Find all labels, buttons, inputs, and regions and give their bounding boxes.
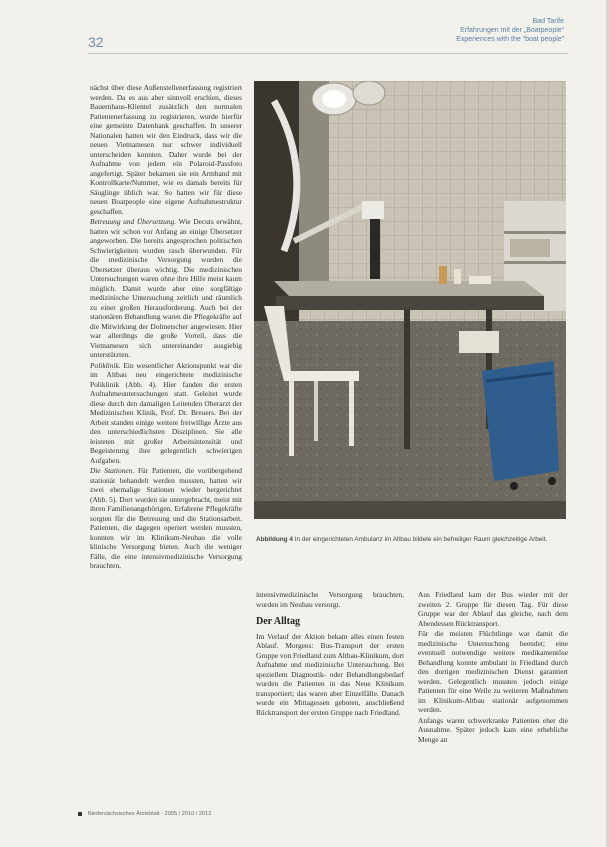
footer: [78, 811, 378, 817]
paragraph: [90, 83, 242, 216]
figure-photo: [254, 81, 566, 519]
section-heading: Der Alltag: [256, 616, 300, 627]
right-column: [418, 590, 568, 800]
paragraph: [90, 361, 242, 466]
running-head-line: Erfahrungen mit der „Boatpeople“: [460, 27, 564, 34]
paragraph-text: nächst über diese Außenstellenerfassung registriert werden. Da es aus aber sinnvoll erschien, dieses Bauernhaus-Klientel zusätzlich den normalen Patientenerfassung zu registrieren, wurde hierfür eine gemeinte Datenbank geschaffen. In unserer Nationalen hatten wir den Eindruck, dass wir die neuen Vietnamesen nur schwer individuell unterscheiden konnten. Daher wurde bei der Aufnahme von jedem ein Polaroid-Passfoto angefertigt. Später bekamen sie ein Armband mit Kontrollkarte/Nummer, wie es damals bereits für Säuglinge üblich war. So hatten wir für diese neuen Boatpeople eine eigene Aufnahmestruktur geschaffen.: [90, 83, 242, 216]
paragraph: [90, 466, 242, 571]
paragraph-lead: Betreuung und Übersetzung.: [90, 217, 177, 226]
paragraph: Aus Friedland kam der Bus wieder mit der zweiten 2. Gruppe für diesen Tag. Für diese Gruppe war der Ablauf das gleiche, nach dem Abendessen Rücktransport.: [418, 590, 568, 628]
figure-caption: [256, 535, 566, 544]
running-head: [334, 17, 564, 44]
paragraph: intensivmedizinische Versorgung brauchten, wurden im Neubau versorgt.: [256, 590, 404, 609]
paragraph-lead: Poliklinik.: [90, 360, 121, 370]
paragraph-text: Ein wesentlicher Aktionspunkt war die im Altbau neu eingerichtete medizinische Poliklinik (Abb. 4). Hier fanden die ersten Aufnahmeuntersuchungen statt. Geleitet wurde diese durch den damaligen Leitenden Oberarzt der Medizinischen Klinik, Prof. Dr. Breuers. Bei der Arbeit standen einige weitere freiwillige Ärzte aus den unterschiedlichsten Disziplinen. Sie alle leisteten mit großer Arbeitsintensität und Begeisterung ihre gelegentlich schwierigen Aufgaben.: [90, 360, 242, 465]
paragraph-lead: Die Stationen.: [90, 466, 135, 475]
page-number: 32: [88, 34, 104, 50]
paragraph-text: Wie Decuts erwähnt, hatten wir schon vor Anfang an einige Übersetzer angeworben. Die bereits angesprochen politischen Schwierigkeiten wurden rasch überwunden. Für die medizinische Versorgung wurden die Übersetzer überaus wichtig. Die medizinischen Untersuchungen waren ohne ihre Hilfe meist kaum möglich. Damit wurde aber eine sorgfältige medizinische Untersuchung zeitlich und räumlich zu einer großen Herausforderung. Auch bei der stationären Behandlung waren die Pflegekräfte auf die Mitwirkung der Dolmetscher angewiesen. Hier war allerdings die große Vorteil, dass die Vietnamesen sich untereinander ausgiebig unterstützten.: [90, 217, 242, 359]
caption-text: In der eingerichteten Ambulanz im Altbau bildete ein befreiliger Raum gleichzeitige Arbeit.: [294, 536, 548, 543]
footer-square-icon: [78, 812, 82, 816]
paragraph: [90, 217, 242, 360]
running-head-line: Bad Tarife: [532, 18, 564, 25]
paragraph: Im Verlauf der Aktion bekam alles einen festen Ablauf. Morgens: Bus-Transport der ersten Gruppe von Friedland zum Altbau-Klinikum, dort Aufnahme und medizinische Untersuchung. Bei speziellem Diagnostik- oder Behandlungsbedarf wurden die Patienten in das Neue Klinikum transportiert; das waren aber Einzelfälle. Danach wurde ein Mittagessen geboten, anschließend Rücktransport der ersten Gruppe nach Friedland.: [256, 631, 404, 717]
header-rule: [88, 53, 568, 54]
paragraph: Für die meisten Flüchtlinge war damit die medizinische Untersuchung beendet; eine eventuell notwendige weitere medikamentöse Behandlung konnte ambulant in Friedland durch den dortigen medizinischen Dienst garantiert werden. Gelegentlich mussten jedoch einige Patienten für eine Weile zu weiteren Maßnahmen im Klinikum-Altbau stationär aufgenommen werden.: [418, 629, 568, 714]
middle-column: [256, 590, 404, 800]
left-column: [90, 83, 242, 799]
footer-text: Niedersächsisches Ärzteblatt · 2005 / 2010 / 2012: [87, 811, 212, 817]
photo-clinic-examination-room-icon: [254, 81, 566, 519]
paragraph-text: Für Patienten, die vorübergehend stationär behandelt werden mussten, hatten wir zwei ehemalige Stationen wieder hergerichtet (Abb. 5). Dort wurden sie untergebracht, meist mit ihren Familienangehörigen. Erfahrene Pflegekräfte sorgten für die Betreuung und die Stationsarbeit. Patienten, die dagegen operiert werden mussten, konnten wir im Klinikum-Neubau die volle klinische Versorgung bieten. Auch die weniger Fälle, die eine intensivmedizinische Versorgung brauchten,: [90, 466, 242, 570]
running-head-line: Experiences with the “boat people”: [456, 36, 564, 43]
paragraph: Anfangs waren schwerkranke Patienten eher die Ausnahme. Später jedoch kam eine erhebliche Menge an: [418, 715, 568, 744]
caption-label: Abbildung 4: [256, 536, 293, 543]
